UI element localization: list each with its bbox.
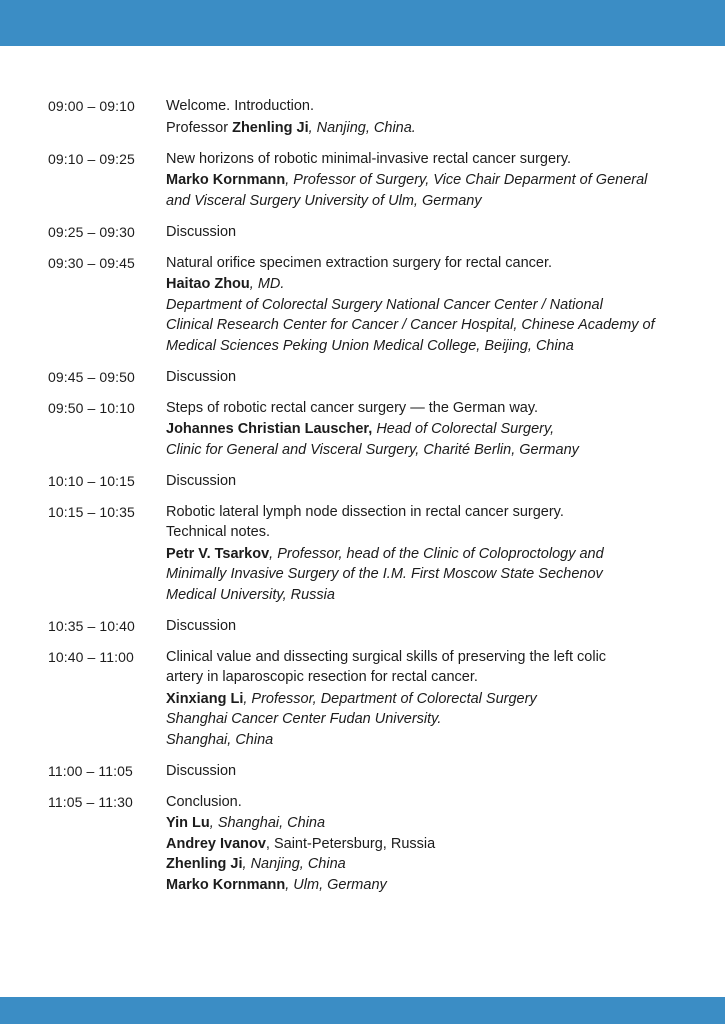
session-time: 10:15 – 10:35 <box>48 503 135 520</box>
session-time: 09:25 – 09:30 <box>48 223 135 240</box>
speaker-affiliation: , MD. <box>249 276 285 292</box>
speaker-name: Zhenling Ji <box>166 856 243 872</box>
session-content <box>166 761 688 782</box>
session-row <box>48 222 688 243</box>
session-content <box>166 149 688 212</box>
session-time: 09:10 – 09:25 <box>48 150 135 167</box>
speaker-affiliation: Head of Colorectal Surgery, <box>372 421 555 437</box>
session-title <box>166 616 688 637</box>
session-title <box>166 792 688 813</box>
session-content <box>166 222 688 243</box>
session-title-line: Discussion <box>166 472 237 489</box>
speaker-affiliation: Minimally Invasive Surgery of the I.M. First Moscow State Sechenov <box>166 566 603 582</box>
speaker-affiliation: Medical Sciences Peking Union Medical College, Beijing, China <box>166 337 574 354</box>
session-row <box>48 792 688 896</box>
speaker-title: Professor <box>166 119 233 136</box>
session-content <box>166 647 688 751</box>
session-time: 09:50 – 10:10 <box>48 399 135 416</box>
session-row <box>48 761 688 782</box>
speaker <box>166 274 688 356</box>
session-row <box>48 253 688 357</box>
session-time: 10:40 – 11:00 <box>48 648 134 665</box>
session-title-line: Steps of robotic rectal cancer surgery — the German way. <box>166 399 539 416</box>
session-content <box>166 792 688 896</box>
speaker-affiliation: , Nanjing, China. <box>308 119 416 136</box>
speaker-name: Petr V. Tsarkov <box>166 545 270 562</box>
session-title-line: Discussion <box>166 223 237 240</box>
session-time: 11:05 – 11:30 <box>48 793 133 810</box>
footer-band <box>0 997 725 1024</box>
session-title-line: Clinical value and dissecting surgical skills of preserving the left colic <box>166 648 607 665</box>
session-title-line: Natural orifice specimen extraction surgery for rectal cancer. <box>166 254 553 271</box>
speaker-name: Zhenling Ji <box>232 119 309 136</box>
session-title-line: New horizons of robotic minimal-invasive rectal cancer surgery. <box>166 150 572 167</box>
speaker-affiliation: Clinic for General and Visceral Surgery, Charité Berlin, Germany <box>166 441 579 458</box>
session-title <box>166 149 688 170</box>
speaker <box>166 689 688 751</box>
speaker <box>166 544 688 606</box>
session-row <box>48 471 688 492</box>
session-title <box>166 761 688 782</box>
speaker-affiliation: and Visceral Surgery University of Ulm, Germany <box>166 192 482 209</box>
speaker-affiliation: Clinical Research Center for Cancer / Cancer Hospital, Chinese Academy of <box>166 317 655 333</box>
session-time: 11:00 – 11:05 <box>48 762 133 779</box>
speaker-affiliation: , Ulm, Germany <box>285 876 387 893</box>
speaker-location: , Saint-Petersburg, Russia <box>265 835 436 852</box>
session-title <box>166 222 688 243</box>
speaker-affiliation: Shanghai Cancer Center Fudan University. <box>166 711 442 727</box>
session-time: 10:10 – 10:15 <box>48 472 135 489</box>
session-title <box>166 253 688 274</box>
session-row <box>48 398 688 461</box>
session-row <box>48 502 688 606</box>
speaker <box>166 834 688 855</box>
session-time: 09:45 – 09:50 <box>48 368 135 385</box>
speaker-affiliation: , Professor, Department of Colorectal Surgery <box>243 690 537 707</box>
session-title <box>166 471 688 492</box>
speaker-name: Marko Kornmann <box>166 876 286 893</box>
session-time: 10:35 – 10:40 <box>48 617 135 634</box>
speaker <box>166 419 688 460</box>
session-content <box>166 616 688 637</box>
session-title-line: Robotic lateral lymph node dissection in rectal cancer surgery. <box>166 503 564 520</box>
speaker <box>166 813 688 834</box>
speaker <box>166 170 688 211</box>
session-title <box>166 398 688 419</box>
session-title-line: Welcome. Introduction. <box>166 98 315 114</box>
session-title-line: artery in laparoscopic resection for rectal cancer. <box>166 669 478 685</box>
speaker-name: Andrey Ivanov <box>166 835 266 852</box>
session-title-line: Technical notes. <box>166 524 270 540</box>
speaker <box>166 118 688 139</box>
speaker-name: Xinxiang Li <box>166 690 244 707</box>
session-title-line: Discussion <box>166 762 237 779</box>
session-title <box>166 502 688 543</box>
session-title <box>166 367 688 388</box>
session-title <box>166 96 688 117</box>
speaker-affiliation: , Nanjing, China <box>242 856 346 872</box>
session-content <box>166 502 688 606</box>
speaker-name: Johannes Christian Lauscher, <box>166 421 373 437</box>
session-content <box>166 253 688 357</box>
session-content <box>166 367 688 388</box>
header-band <box>0 0 725 46</box>
speaker <box>166 875 688 896</box>
session-time: 09:00 – 09:10 <box>48 98 135 114</box>
session-row <box>48 647 688 751</box>
speaker-affiliation: , Shanghai, China <box>209 815 326 831</box>
session-content <box>166 96 688 138</box>
speaker-name: Yin Lu <box>166 815 210 831</box>
session-row <box>48 367 688 388</box>
speaker-affiliation: Medical University, Russia <box>166 586 335 603</box>
session-title-line: Discussion <box>166 617 237 634</box>
session-row <box>48 96 688 138</box>
speaker-name: Marko Kornmann <box>166 172 286 188</box>
programme-list <box>48 96 688 906</box>
session-content <box>166 398 688 461</box>
speaker-affiliation: , Professor of Surgery, Vice Chair Deparment of General <box>285 172 648 188</box>
session-title <box>166 647 688 688</box>
session-title-line: Conclusion. <box>166 793 242 810</box>
speaker-affiliation: Shanghai, China <box>166 731 274 748</box>
session-row <box>48 616 688 637</box>
session-row <box>48 149 688 212</box>
session-title-line: Discussion <box>166 368 237 385</box>
speaker <box>166 854 688 875</box>
speaker-affiliation: Department of Colorectal Surgery National Cancer Center / National <box>166 296 603 313</box>
speaker-name: Haitao Zhou <box>166 276 250 292</box>
speaker-affiliation: , Professor, head of the Clinic of Coloproctology and <box>269 545 604 562</box>
session-time: 09:30 – 09:45 <box>48 254 135 271</box>
session-content <box>166 471 688 492</box>
